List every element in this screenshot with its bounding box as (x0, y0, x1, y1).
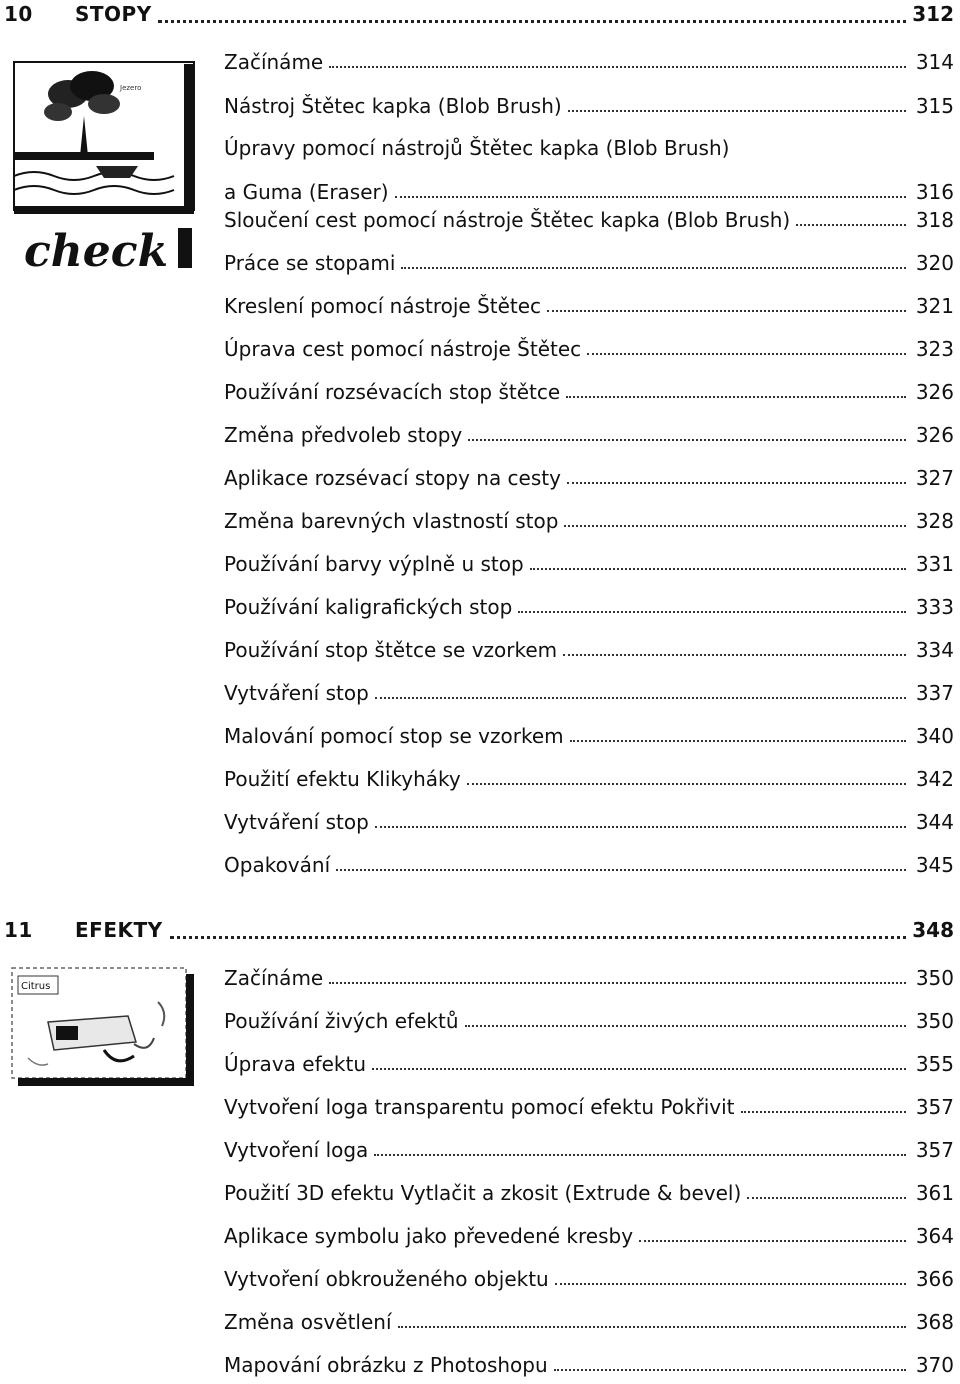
entry-title: Práce se stopami (224, 251, 396, 275)
entry-page-number: 337 (915, 681, 954, 705)
dot-leader (555, 1283, 906, 1285)
toc-entry[interactable] (224, 761, 954, 797)
entry-title: Použití efektu Klikyháky (224, 767, 461, 791)
entry-page-number: 334 (915, 638, 954, 662)
dot-leader (587, 353, 906, 355)
dot-leader (568, 110, 906, 112)
entry-page-number: 331 (915, 552, 954, 576)
entry-page-number: 361 (915, 1181, 954, 1205)
chapter-number: 11 (4, 918, 33, 942)
entry-title: Používání stop štětce se vzorkem (224, 638, 558, 662)
entry-page-number: 350 (915, 966, 954, 990)
entry-page-number: 333 (915, 595, 954, 619)
entry-page-number: 368 (915, 1310, 954, 1334)
dot-leader (375, 697, 906, 699)
dot-leader (554, 1369, 906, 1371)
toc-entry[interactable] (224, 632, 954, 668)
entry-title: Používání kaligrafických stop (224, 595, 513, 619)
chapter-heading (0, 918, 960, 950)
toc-entry[interactable] (224, 675, 954, 711)
dot-leader (567, 482, 906, 484)
entry-title: Použití 3D efektu Vytlačit a zkosit (Extrude & bevel) (224, 1181, 742, 1205)
dot-leader (741, 1111, 906, 1113)
svg-text:Citrus: Citrus (21, 981, 51, 992)
entry-page-number: 318 (915, 208, 954, 232)
dot-leader (747, 1197, 906, 1199)
entry-page-number: 357 (915, 1095, 954, 1119)
dot-leader (375, 826, 906, 828)
entry-page-number: 370 (915, 1353, 954, 1377)
entry-page-number: 326 (915, 380, 954, 404)
toc-entry[interactable] (224, 1003, 954, 1039)
dot-leader (329, 66, 906, 68)
entry-title: Sloučení cest pomocí nástroje Štětec kapka (Blob Brush) (224, 208, 791, 232)
toc-entry[interactable] (224, 804, 954, 840)
dot-leader (401, 267, 906, 269)
tree-boat-illustration-icon (8, 56, 196, 276)
toc-entry[interactable] (224, 136, 954, 210)
entry-page-number: 340 (915, 724, 954, 748)
entry-page-number: 320 (915, 251, 954, 275)
entry-page-number: 342 (915, 767, 954, 791)
dot-leader (372, 1068, 906, 1070)
entry-page-number: 321 (915, 294, 954, 318)
chapter-title: EFEKTY (75, 918, 163, 942)
entry-title: Vytváření stop (224, 681, 369, 705)
entry-title: Vytvoření obkrouženého objektu (224, 1267, 549, 1291)
entry-title: Úprava cest pomocí nástroje Štětec (224, 337, 582, 361)
svg-text:Jezero: Jezero (120, 84, 142, 92)
entry-title: Změna barevných vlastností stop (224, 509, 559, 533)
dot-leader (329, 982, 906, 984)
dot-leader (518, 611, 906, 613)
dot-leader (563, 654, 906, 656)
toc-entry[interactable] (224, 1046, 954, 1082)
dot-leader (170, 936, 914, 939)
entry-title: Používání barvy výplně u stop (224, 552, 524, 576)
entry-page-number: 327 (915, 466, 954, 490)
entry-title-line1: Úpravy pomocí nástrojů Štětec kapka (Blob Brush) (224, 136, 730, 160)
dot-leader (465, 1025, 906, 1027)
toc-entry[interactable] (224, 1304, 954, 1340)
entry-title: Aplikace symbolu jako převedené kresby (224, 1224, 634, 1248)
toc-entry[interactable] (224, 1089, 954, 1125)
toc-entry[interactable] (224, 847, 954, 883)
toc-entry[interactable] (224, 960, 954, 996)
toc-entry[interactable] (224, 331, 954, 367)
entry-title: Kreslení pomocí nástroje Štětec (224, 294, 542, 318)
entry-title: Používání živých efektů (224, 1009, 459, 1033)
toc-entry[interactable] (224, 1347, 954, 1383)
entry-page-number: 357 (915, 1138, 954, 1162)
entry-title: Aplikace rozsévací stopy na cesty (224, 466, 561, 490)
entry-title: Mapování obrázku z Photoshopu (224, 1353, 548, 1377)
chapter-page-number: 312 (908, 2, 954, 26)
toc-entry[interactable] (224, 245, 954, 281)
toc-entry[interactable] (224, 202, 954, 238)
toc-entry[interactable] (224, 589, 954, 625)
toc-entry[interactable] (224, 374, 954, 410)
entry-page-number: 350 (915, 1009, 954, 1033)
entry-title: Změna předvoleb stopy (224, 423, 463, 447)
chapter-thumbnail (8, 962, 196, 1092)
svg-text:check: check (24, 226, 169, 276)
entry-title: Vytváření stop (224, 810, 369, 834)
toc-entry[interactable] (224, 44, 954, 80)
entry-title: Opakování (224, 853, 331, 877)
entry-title: Začínáme (224, 966, 324, 990)
entry-title: a Guma (Eraser) (224, 180, 389, 204)
dot-leader (398, 1326, 906, 1328)
entry-page-number: 345 (915, 853, 954, 877)
entry-page-number: 328 (915, 509, 954, 533)
dot-leader (374, 1154, 906, 1156)
dot-leader (468, 439, 906, 441)
dot-leader (564, 525, 906, 527)
entry-title: Úprava efektu (224, 1052, 367, 1076)
entry-page-number: 344 (915, 810, 954, 834)
toc-entry[interactable] (224, 1261, 954, 1297)
entry-page-number: 326 (915, 423, 954, 447)
toc-entry[interactable] (224, 718, 954, 754)
dot-leader (547, 310, 906, 312)
citrus-package-illustration-icon (8, 962, 196, 1092)
entry-page-number: 366 (915, 1267, 954, 1291)
entry-page-number: 314 (915, 50, 954, 74)
toc-entry[interactable] (224, 546, 954, 582)
toc-entry[interactable] (224, 1218, 954, 1254)
entry-page-number: 355 (915, 1052, 954, 1076)
entry-title: Začínáme (224, 50, 324, 74)
dot-leader (796, 224, 906, 226)
entry-page-number: 315 (915, 94, 954, 118)
toc-entry[interactable] (224, 503, 954, 539)
toc-entry[interactable] (224, 460, 954, 496)
chapter-title: STOPY (75, 2, 152, 26)
entry-page-number: 323 (915, 337, 954, 361)
entry-title: Vytvoření loga (224, 1138, 369, 1162)
chapter-heading (0, 2, 960, 34)
toc-entry[interactable] (224, 1175, 954, 1211)
dot-leader (336, 869, 906, 871)
dot-leader (158, 20, 914, 23)
entry-title: Vytvoření loga transparentu pomocí efektu Pokřivit (224, 1095, 735, 1119)
entry-title: Nástroj Štětec kapka (Blob Brush) (224, 94, 562, 118)
toc-entry[interactable] (224, 417, 954, 453)
dot-leader (566, 396, 906, 398)
entry-title: Změna osvětlení (224, 1310, 392, 1334)
toc-entry[interactable] (224, 1132, 954, 1168)
toc-entry[interactable] (224, 88, 954, 124)
dot-leader (530, 568, 906, 570)
entry-title: Používání rozsévacích stop štětce (224, 380, 561, 404)
chapter-thumbnail (8, 56, 196, 276)
logo (24, 226, 192, 276)
chapter-number: 10 (4, 2, 33, 26)
dot-leader (570, 740, 906, 742)
dot-leader (467, 783, 906, 785)
dot-leader (395, 196, 906, 198)
dot-leader (639, 1240, 906, 1242)
toc-entry[interactable] (224, 288, 954, 324)
entry-title: Malování pomocí stop se vzorkem (224, 724, 564, 748)
entry-page-number: 364 (915, 1224, 954, 1248)
entry-page-number: 316 (915, 180, 954, 204)
chapter-page-number: 348 (908, 918, 954, 942)
